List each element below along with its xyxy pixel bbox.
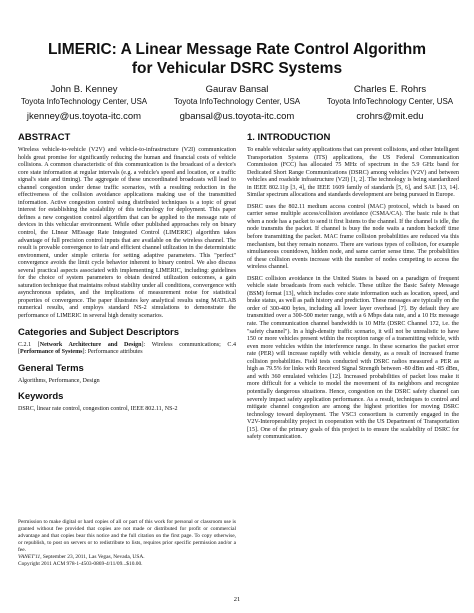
author-3: [314, 84, 466, 123]
copyright-footnote: [18, 519, 236, 568]
left-column: [18, 132, 236, 418]
author-name: Gaurav Bansal: [205, 84, 269, 95]
permission-text: Permission to make digital or hard copies of all or part of this work for personal or classroom use is granted without fee provided that copies are not made or distributed for profit or commercial advantage and that copies bear this notice and the full citation on the first page. To copy otherwise, or republish, to post on servers or to redistribute to lists, requires prior specific permission and/or a fee.: [18, 519, 236, 553]
paper-title: [0, 40, 474, 78]
page-number: 21: [233, 596, 241, 603]
categories-heading: Categories and Subject Descriptors: [18, 326, 180, 338]
intro-paragraph-2: DSRC uses the 802.11 medium access control (MAC) protocol, which is based on carrier sense multiple access/collision avoidance (CSMA/CA). The basic rule is that when a node has a packet to send it first listens to the channel. If the channel is idle, the node transmits the packet. If channel is busy the node waits a random backoff time before transmitting the packet. MAC frame collision probabilities are reduced via this mechanism, but they remain nonzero. There are various types of collision, for example simultaneous countdown, hidden node, and same carrier sense time. The probabilities of these collision events increase with the number of nodes competing to access the wireless channel.: [247, 203, 459, 271]
author-affiliation: Toyota InfoTechnology Center, USA: [173, 97, 301, 106]
right-column: [247, 132, 459, 446]
copyright-line: Copyright 2011 ACM 978-1-4503-0869-4/11/09...$10.00.: [18, 561, 143, 567]
author-affiliation: Toyota InfoTechnology Center, USA: [326, 97, 454, 106]
venue-line: VANET'11, September 23, 2011, Las Vegas, Nevada, USA.: [18, 554, 145, 560]
author-1: [8, 84, 160, 123]
intro-paragraph-3: DSRC collision avoidance in the United States is based on a paradigm of frequent vehicle state broadcasts from each vehicle. These utilize the Basic Safety Message (BSM) format [13], which includes core state information such as location, speed, and brake status, as well as path history and prediction. These messages are typically on the order of 300-400 bytes, including all lower layer overhead [7]. By default they are transmitted over a 300-500 meter range, with a 6 Mbps data rate, and a 10 Hz message rate. The communication channel bandwidth is 10 MHz (DSRC Channel 172, i.e. the "safety channel"). In a high-density traffic scenario, it will not be unrealistic to have 150 or more vehicles present within the reception range of a transmitting vehicle, with even more vehicles within the interference range. In these scenarios the packet error rate (PER) will increase rapidly with vehicle density, as a result of increased frame collision probabilities. Field tests conducted with DSRC radios measured a PER as high as 79.5% for links with Received Signal Strength between -80 dBm and -85 dBm, and with 360 emulated vehicles [12]. Increased probabilities of packet loss make it more difficult for a vehicle to model the movement of its neighbors and recognize potentially dangerous situations. Hence, congestion on the DSRC safety channel can severely impact safety application performance. As a result, techniques to control and mitigate channel congestion are among the highest priorities for moving DSRC technology toward deployment. The VSC3 consortium is currently engaged in the V2V-Interoperability project in cooperation with the US Department of Transportation [15]. One of the primary goals of this project is to ensure the scalability of DSRC for safety communication.: [247, 275, 459, 441]
author-affiliation: Toyota InfoTechnology Center, USA: [20, 97, 148, 106]
title-line-2: for Vehicular DSRC Systems: [131, 60, 343, 77]
keywords-text: DSRC, linear rate control, congestion control, IEEE 802.11, NS-2: [18, 406, 178, 413]
author-2: [161, 84, 313, 123]
author-name: Charles E. Rohrs: [353, 84, 427, 95]
abstract-heading: ABSTRACT: [18, 132, 71, 143]
intro-paragraph-1: To enable vehicular safety applications that can prevent collisions, and other Intelligent Transportation Systems (ITS) applications, the US Federal Communication Commission (FCC) has allocated 75 MHz of spectrum in the 5.9 GHz band for Dedicated Short Range Communications (DSRC) among vehicles (V2V) and between vehicles and roadside infrastructure (V2I) [1, 2]. The technology is being standardized in IEEE 802.11p [3, 4], the IEEE 1609 family of standards [5, 6], and SAE [13, 14]. Similar spectrum allocations and standards development are being pursued in Europe.: [247, 147, 459, 199]
general-terms-heading: General Terms: [18, 362, 84, 374]
title-line-1: LIMERIC: A Linear Message Rate Control Algorithm: [47, 41, 427, 58]
keywords-heading: Keywords: [18, 391, 64, 403]
author-email: crohrs@mit.edu: [356, 111, 424, 122]
author-email: gbansal@us.toyota-itc.com: [179, 111, 295, 122]
general-terms-text: Algorithms, Performance, Design: [18, 377, 100, 384]
categories-text: C.2.1 [Network Architecture and Design]: Wireless communications; C.4 [Performance of Systems]: Performance attributes: [18, 341, 236, 356]
introduction-heading: 1. INTRODUCTION: [247, 132, 331, 143]
author-email: jkenney@us.toyota-itc.com: [26, 111, 142, 122]
author-name: John B. Kenney: [50, 84, 118, 95]
abstract-text: Wireless vehicle-to-vehicle (V2V) and vehicle-to-infrastructure (V2I) communication holds great promise for significantly reducing the human and financial costs of vehicle collisions. A common characteristic of this communication is the broadcast of a device's core state information at regular intervals (e.g. a vehicle's speed and location, or a traffic signal's state and timing). The aggregate of these uncoordinated broadcasts will lead to channel congestion under dense traffic scenarios, with a resulting reduction in the effectiveness of the collision avoidance applications making use of the transmitted information. Active congestion control using distributed techniques is a topic of great interest for establishing the scalability of this technology for deployment. This paper defines a new congestion control algorithm that can be applied to the message rate of devices in this vehicular environment. While other published approaches rely on binary control, the LInear MEssage Rate Integrated Control (LIMERIC) algorithm takes advantage of full precision control inputs that are available on the wireless channel. The result is provable convergence to fair and efficient channel utilization in the deterministic environment, under simple criteria for setting adaptive parameters. This "perfect" convergence avoids the limit cycle behavior inherent to binary control. We also discuss several practical aspects associated with implementing LIMERIC, including: guidelines for the choice of system parameters to obtain desired utilization outcomes, a gain saturation technique that maintains robust stability under all conditions, convergence with asynchronous updates, and the implications of measurement noise for statistical properties of convergence. The paper illustrates key analytical results using MATLAB numerical results, and employs standard NS-2 simulations to demonstrate the performance of LIMERIC in several high density scenarios.: [18, 147, 236, 320]
